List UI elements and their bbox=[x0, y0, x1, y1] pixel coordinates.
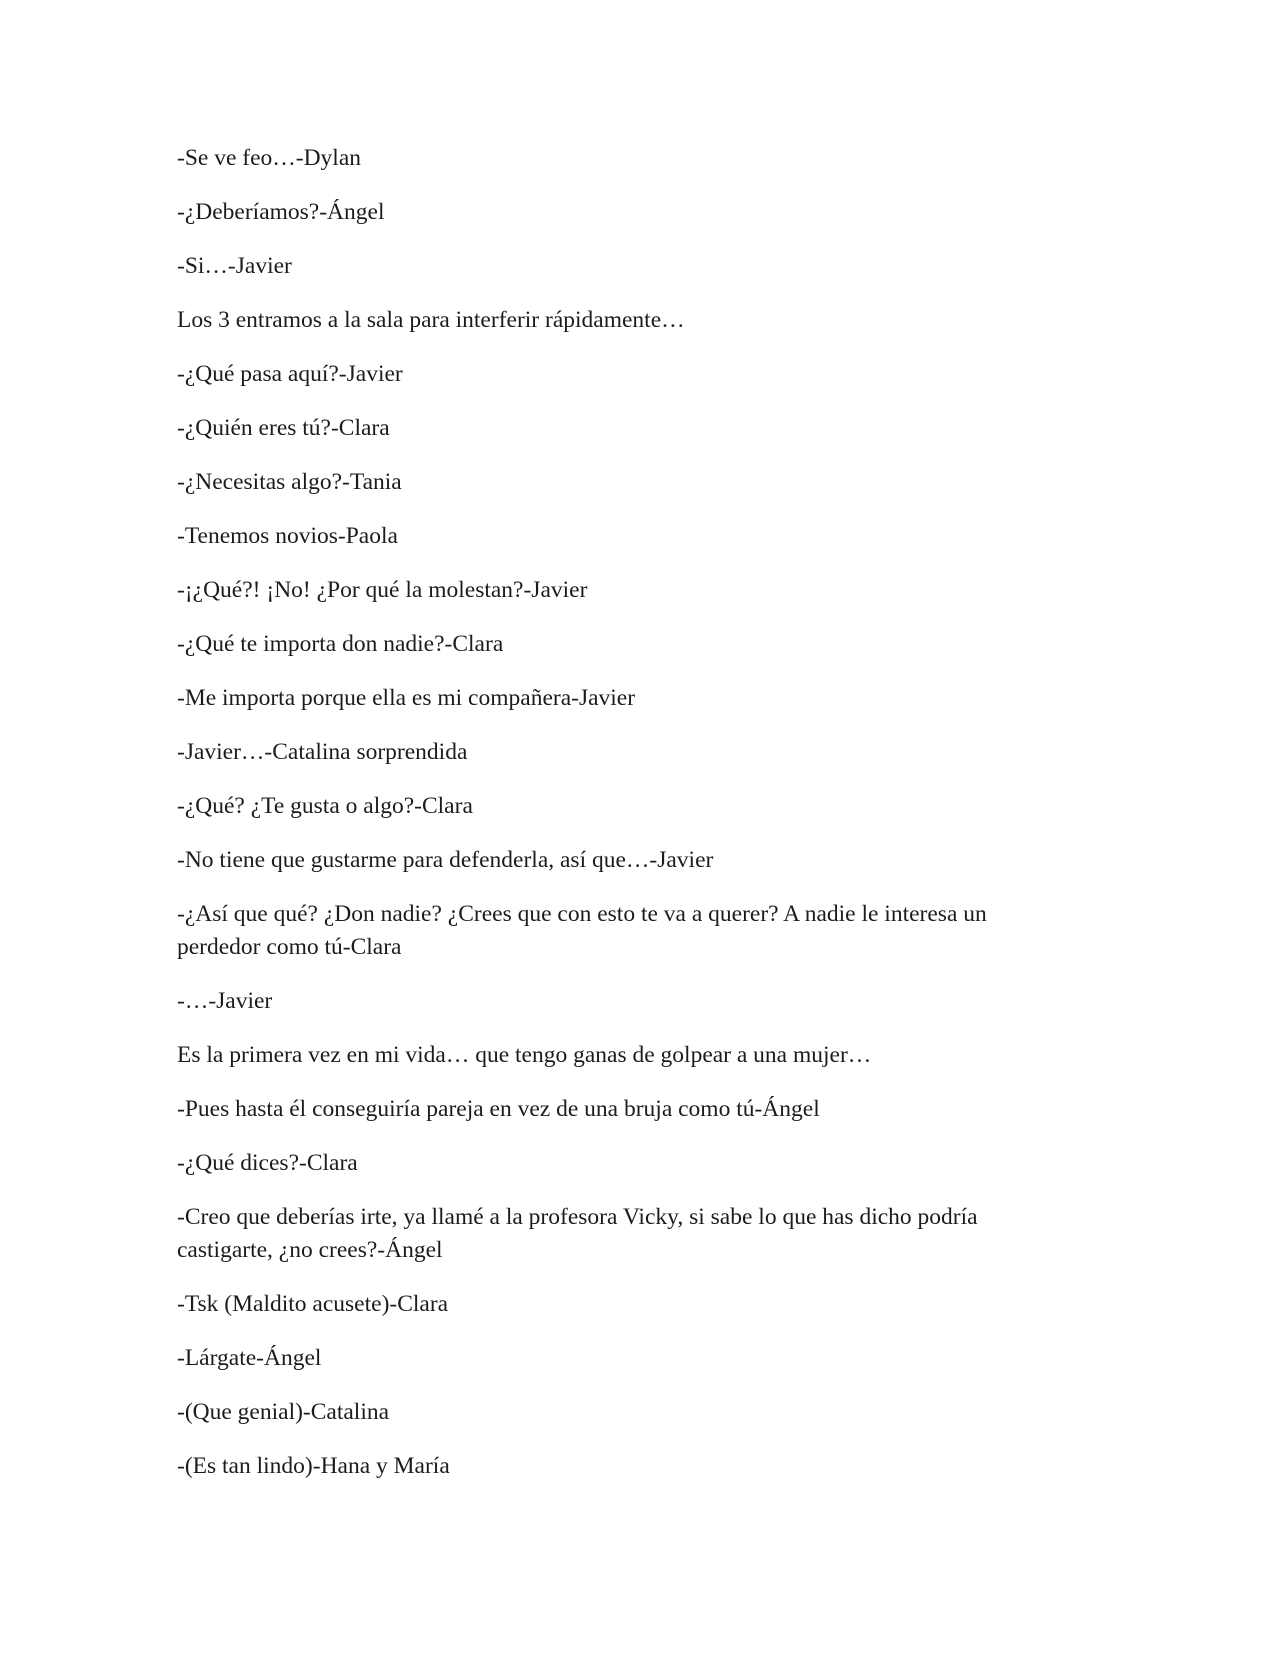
paragraph: -¿Qué te importa don nadie?-Clara bbox=[177, 631, 504, 657]
paragraph: -¿Qué pasa aquí?-Javier bbox=[177, 361, 403, 387]
paragraph: -(Que genial)-Catalina bbox=[177, 1399, 390, 1425]
paragraph: -Si…-Javier bbox=[177, 253, 292, 279]
paragraph: -No tiene que gustarme para defenderla, así que…-Javier bbox=[177, 847, 714, 873]
paragraph: -¿Deberíamos?-Ángel bbox=[177, 199, 385, 225]
document-body bbox=[177, 142, 1057, 1504]
paragraph: -Javier…-Catalina sorprendida bbox=[177, 739, 468, 765]
paragraph: -(Es tan lindo)-Hana y María bbox=[177, 1453, 450, 1479]
paragraph: -Tenemos novios-Paola bbox=[177, 523, 398, 549]
paragraph: -¿Qué? ¿Te gusta o algo?-Clara bbox=[177, 793, 473, 819]
paragraph: -¿Qué dices?-Clara bbox=[177, 1150, 358, 1176]
paragraph: -Me importa porque ella es mi compañera-Javier bbox=[177, 685, 636, 711]
paragraph: -¿Quién eres tú?-Clara bbox=[177, 415, 390, 441]
paragraph: Los 3 entramos a la sala para interferir rápidamente… bbox=[177, 307, 685, 333]
paragraph: -…-Javier bbox=[177, 988, 273, 1014]
paragraph: -Se ve feo…-Dylan bbox=[177, 145, 362, 171]
paragraph: -Tsk (Maldito acusete)-Clara bbox=[177, 1291, 449, 1317]
paragraph: -Lárgate-Ángel bbox=[177, 1345, 322, 1371]
paragraph: -Pues hasta él conseguiría pareja en vez de una bruja como tú-Ángel bbox=[177, 1096, 820, 1122]
paragraph: Es la primera vez en mi vida… que tengo ganas de golpear a una mujer… bbox=[177, 1042, 872, 1068]
paragraph: -¡¿Qué?! ¡No! ¿Por qué la molestan?-Javier bbox=[177, 577, 588, 603]
paragraph: -Creo que deberías irte, ya llamé a la profesora Vicky, si sabe lo que has dicho podría castigarte, ¿no crees?-Ángel bbox=[177, 1204, 978, 1263]
paragraph: -¿Necesitas algo?-Tania bbox=[177, 469, 402, 495]
paragraph: -¿Así que qué? ¿Don nadie? ¿Crees que con esto te va a querer? A nadie le interesa un perdedor como tú-Clara bbox=[177, 901, 987, 960]
